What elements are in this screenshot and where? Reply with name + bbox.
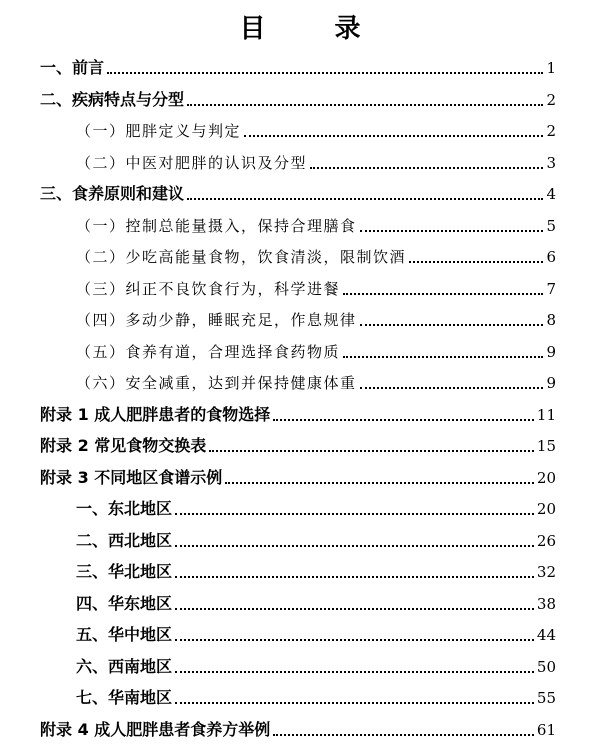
dot-leader — [310, 167, 543, 169]
toc-entry-page-number: 2 — [546, 122, 556, 140]
toc-entry-page-number: 5 — [546, 216, 556, 235]
toc-entry-page-number: 20 — [536, 468, 556, 487]
toc-entry-label: 三、华北地区 — [76, 562, 173, 581]
dot-leader — [360, 324, 544, 326]
toc-entry-label: 七、华南地区 — [76, 688, 173, 707]
dot-leader — [273, 419, 534, 421]
dot-leader — [187, 104, 543, 106]
toc-entry[interactable] — [0, 86, 600, 110]
toc-entry-label: （二）中医对肥胖的认识及分型 — [76, 153, 308, 172]
dot-leader — [343, 356, 543, 358]
toc-entry[interactable] — [0, 306, 600, 330]
toc-entry[interactable] — [0, 401, 600, 425]
toc-entry-page-number: 2 — [546, 90, 556, 109]
toc-entry-label: 一、前言 — [40, 58, 105, 77]
toc-entry-page-number: 3 — [546, 153, 556, 172]
dot-leader — [187, 198, 543, 200]
toc-entry[interactable] — [0, 464, 600, 488]
toc-entry-label: （一）控制总能量摄入，保持合理膳食 — [76, 216, 357, 235]
toc-entry-page-number: 6 — [546, 248, 556, 266]
dot-leader — [273, 734, 534, 736]
toc-entry-label: 四、华东地区 — [76, 593, 173, 613]
dot-leader — [175, 545, 534, 547]
toc-entry-label: 六、西南地区 — [76, 656, 173, 676]
dot-leader — [175, 608, 534, 610]
dot-leader — [175, 639, 534, 641]
toc-entry-page-number: 44 — [536, 626, 556, 644]
toc-entry[interactable] — [0, 338, 600, 362]
toc-entry-page-number: 9 — [546, 374, 556, 392]
dot-leader — [225, 482, 534, 484]
toc-entry-label: 二、疾病特点与分型 — [40, 89, 185, 109]
toc-entry[interactable] — [0, 621, 600, 645]
toc-entry-page-number: 11 — [536, 405, 556, 424]
dot-leader — [209, 450, 534, 452]
toc-entry[interactable] — [0, 212, 600, 236]
toc-entry-label: （二）少吃高能量食物，饮食清淡，限制饮酒 — [76, 248, 407, 266]
toc-entry[interactable] — [0, 684, 600, 708]
toc-entry[interactable] — [0, 149, 600, 173]
toc-entry-page-number: 9 — [546, 342, 556, 361]
toc-entry-label: 一、东北地区 — [76, 499, 173, 518]
dot-leader — [244, 135, 543, 137]
toc-entry-page-number: 32 — [536, 563, 556, 581]
toc-entry[interactable] — [0, 527, 600, 551]
toc-entry-page-number: 7 — [546, 279, 556, 298]
toc-entry-page-number: 1 — [546, 59, 556, 77]
toc-entry[interactable] — [0, 590, 600, 614]
toc-entry-label: 三、食养原则和建议 — [40, 184, 185, 203]
dot-leader — [107, 72, 543, 74]
toc-entry-page-number: 4 — [546, 185, 556, 203]
toc-entry[interactable] — [0, 275, 600, 299]
toc-entry-label: 二、西北地区 — [76, 530, 173, 550]
toc-entry-page-number: 20 — [536, 500, 556, 518]
toc-entry-label: （一）肥胖定义与判定 — [76, 122, 242, 140]
toc-entry-page-number: 38 — [536, 594, 556, 613]
toc-entry-label: （六）安全减重，达到并保持健康体重 — [76, 374, 357, 392]
toc-entry-label: （五）食养有道，合理选择食药物质 — [76, 342, 341, 361]
toc-entry-label: 附录 4 成人肥胖患者食养方举例 — [40, 719, 271, 739]
toc-entry[interactable] — [0, 243, 600, 267]
toc-entry[interactable] — [0, 716, 600, 740]
dot-leader — [175, 513, 534, 515]
toc-entry-page-number: 50 — [536, 657, 556, 676]
toc-entry[interactable] — [0, 653, 600, 677]
toc-entry-label: 五、华中地区 — [76, 625, 173, 644]
toc-entry-page-number: 15 — [536, 437, 556, 455]
toc-entry[interactable] — [0, 495, 600, 519]
dot-leader — [360, 387, 544, 389]
toc-entry[interactable] — [0, 432, 600, 456]
toc-entry[interactable] — [0, 54, 600, 78]
page-title: 目 录 — [239, 14, 391, 44]
toc-entry-label: 附录 3 不同地区食谱示例 — [40, 467, 223, 487]
dot-leader — [175, 702, 534, 704]
dot-leader — [409, 261, 543, 263]
toc-entry-page-number: 55 — [536, 689, 556, 707]
toc-entry-page-number: 26 — [536, 531, 556, 550]
toc-entry[interactable] — [0, 369, 600, 393]
toc-entry-label: （四）多动少静，睡眠充足，作息规律 — [76, 311, 357, 329]
dot-leader — [175, 671, 534, 673]
toc-entry[interactable] — [0, 117, 600, 141]
toc-entry[interactable] — [0, 180, 600, 204]
toc-entry-page-number: 8 — [546, 311, 556, 329]
toc-entry-page-number: 61 — [536, 720, 556, 739]
dot-leader — [343, 293, 543, 295]
dot-leader — [360, 230, 544, 232]
toc-entry[interactable] — [0, 558, 600, 582]
dot-leader — [175, 576, 534, 578]
toc-entry-label: 附录 2 常见食物交换表 — [40, 436, 207, 455]
toc-entry-label: 附录 1 成人肥胖患者的食物选择 — [40, 404, 271, 424]
toc-entry-label: （三）纠正不良饮食行为，科学进餐 — [76, 279, 341, 298]
